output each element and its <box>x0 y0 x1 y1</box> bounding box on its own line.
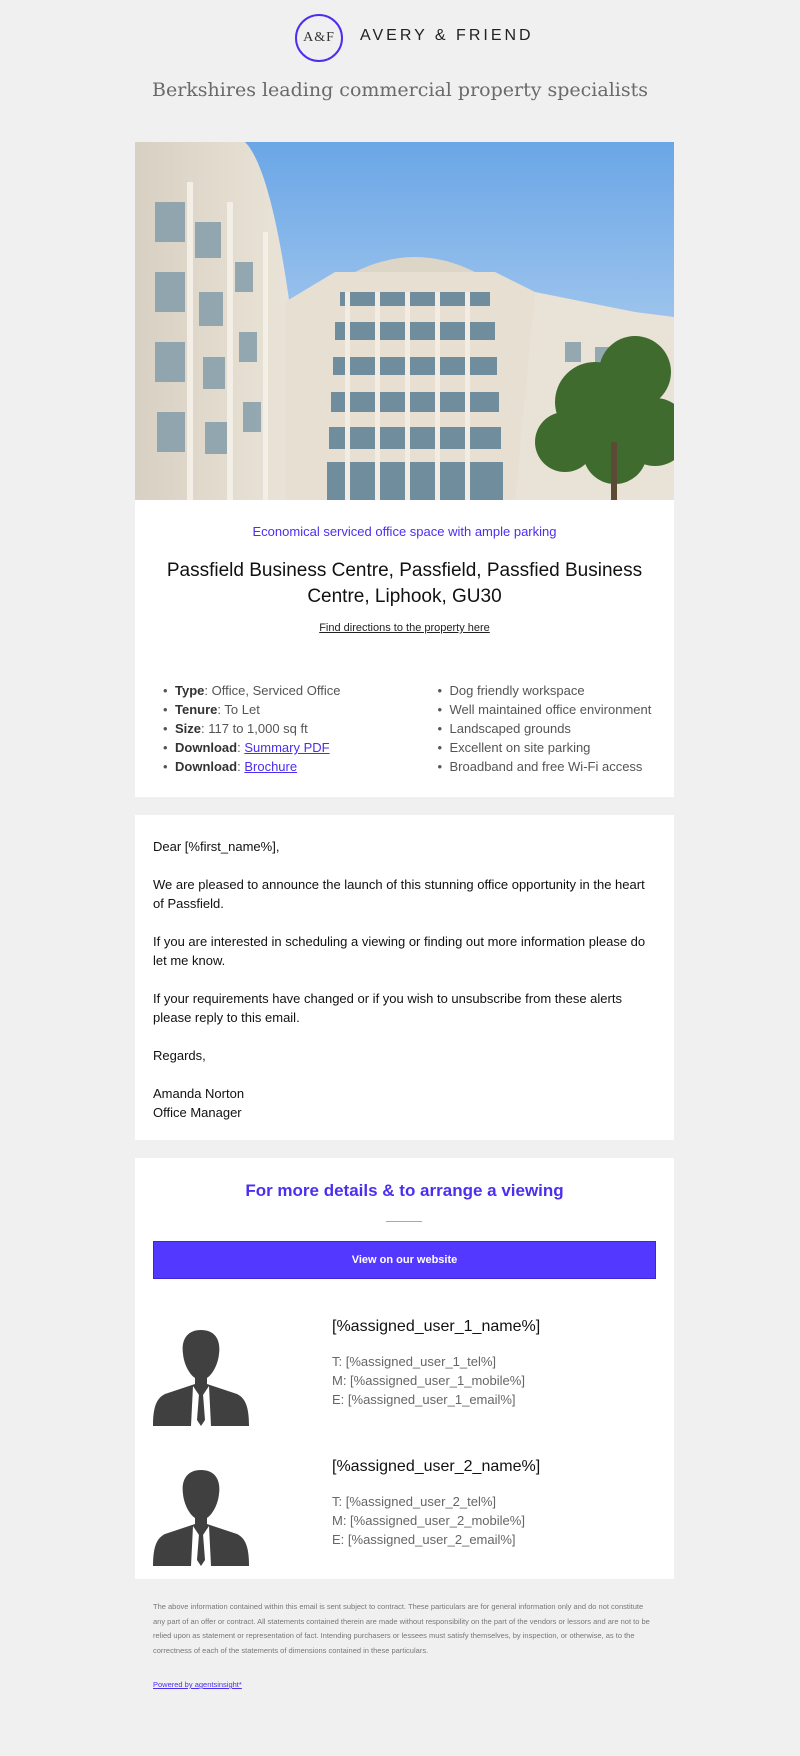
detail-tenure: • Tenure: To Let <box>155 700 380 719</box>
logo-mark: A&F <box>295 14 343 62</box>
feature-item: • Well maintained office environment <box>430 700 655 719</box>
tagline: Berkshires leading commercial property specialists <box>152 79 648 101</box>
letter-card <box>135 815 674 1140</box>
footer-disclaimer: The above information contained within this email is sent subject to contract. These particulars are for general information only and do not constitute any part of an offer or contract. All statements contained therein are made without responsibility on the part of the vendors or lessors and are not to be relied upon as statement or representation of fact. Intending purchasers or lessees must satisfy themselves, by inspection, or otherwise, as to the correctness of each of the statements of dimensions contained in these particulars. <box>153 1602 650 1655</box>
agent-card-1 <box>135 1318 674 1428</box>
agent-mobile: M: [%assigned_user_1_mobile%] <box>332 1373 525 1388</box>
detail-download-brochure: • Download: Brochure <box>155 757 380 776</box>
email-header <box>0 0 800 124</box>
view-website-button[interactable]: View on our website <box>153 1241 656 1279</box>
directions-link[interactable]: Find directions to the property here <box>319 622 490 634</box>
feature-item: • Dog friendly workspace <box>430 681 655 700</box>
agent-name: [%assigned_user_2_name%] <box>332 1458 541 1475</box>
detail-size: • Size: 117 to 1,000 sq ft <box>155 719 380 738</box>
divider <box>386 1221 422 1222</box>
logo-text: AVERY & FRIEND <box>360 27 534 44</box>
powered-by-link[interactable]: Powered by agentsinsight* <box>153 1680 242 1689</box>
building-photo <box>135 142 674 500</box>
hero-image <box>135 142 674 500</box>
agent-name: [%assigned_user_1_name%] <box>332 1318 541 1335</box>
detail-type: • Type: Office, Serviced Office <box>155 681 380 700</box>
feature-item: • Landscaped grounds <box>430 719 655 738</box>
features-list <box>380 681 655 776</box>
detail-download-summary: • Download: Summary PDF <box>155 738 380 757</box>
property-subtitle: Economical serviced office space with ample parking <box>252 524 557 539</box>
contact-card <box>135 1158 674 1579</box>
letter-paragraph: If you are interested in scheduling a viewing or finding out more information please do let me know. <box>153 934 646 968</box>
sender-name: Amanda Norton <box>153 1086 245 1101</box>
feature-item: • Excellent on site parking <box>430 738 655 757</box>
brochure-link[interactable]: Brochure <box>244 759 298 774</box>
feature-item: • Broadband and free Wi-Fi access <box>430 757 655 776</box>
property-card <box>135 500 674 797</box>
summary-pdf-link[interactable]: Summary PDF <box>244 740 330 755</box>
letter-sender <box>153 1084 656 1122</box>
letter-greeting: Dear [%first_name%], <box>153 839 280 854</box>
agent-mobile: M: [%assigned_user_2_mobile%] <box>332 1513 525 1528</box>
details-list <box>155 681 380 776</box>
letter-paragraph: If your requirements have changed or if you wish to unsubscribe from these alerts please reply to this email. <box>153 991 622 1025</box>
agent-tel: T: [%assigned_user_2_tel%] <box>332 1494 497 1509</box>
agent-email: E: [%assigned_user_2_email%] <box>332 1532 516 1547</box>
avatar-icon <box>153 1466 249 1566</box>
property-title: Passfield Business Centre, Passfield, Passfied Business Centre, Liphook, GU30 <box>166 560 643 607</box>
agent-card-2 <box>135 1458 674 1568</box>
agent-tel: T: [%assigned_user_1_tel%] <box>332 1354 497 1369</box>
sender-title: Office Manager <box>153 1105 242 1120</box>
agent-email: E: [%assigned_user_1_email%] <box>332 1392 516 1407</box>
letter-paragraph: We are pleased to announce the launch of this stunning office opportunity in the heart of Passfield. <box>153 877 645 911</box>
property-details <box>155 681 654 776</box>
avatar-icon <box>153 1326 249 1426</box>
letter-signoff: Regards, <box>153 1048 206 1063</box>
contact-heading: For more details & to arrange a viewing <box>245 1181 564 1200</box>
